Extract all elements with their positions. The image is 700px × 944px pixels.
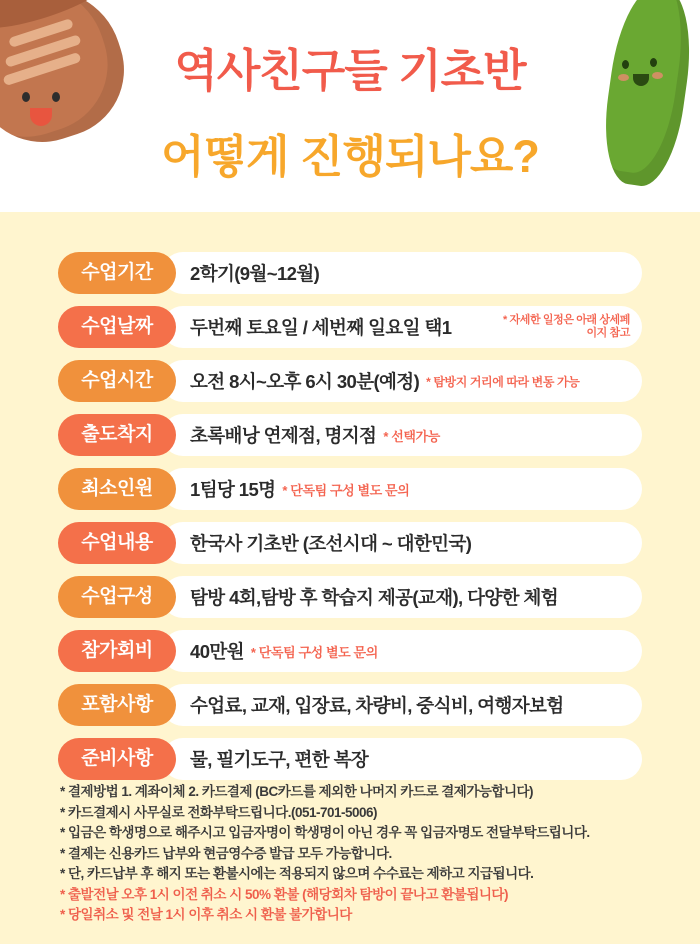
row-note: * 선택가능 — [383, 428, 440, 444]
row-label: 준비사항 — [58, 738, 176, 780]
row-value-container — [162, 468, 642, 510]
footnote-line: * 당일취소 및 전날 1시 이후 취소 시 환불 불가합니다 — [60, 907, 352, 922]
table-row — [58, 252, 642, 294]
row-value: 수업료, 교재, 입장료, 차량비, 중식비, 여행자보험 — [190, 695, 564, 716]
row-value: 오전 8시~오후 6시 30분(예정) — [190, 371, 420, 392]
row-value: 2학기(9월~12월) — [190, 263, 320, 284]
table-row — [58, 522, 642, 564]
row-value: 한국사 기초반 (조선시대 ~ 대한민국) — [190, 533, 472, 554]
table-row — [58, 738, 642, 780]
row-value-container — [162, 738, 642, 780]
footnote-line: * 입금은 학생명으로 해주시고 입금자명이 학생명이 아닌 경우 꼭 입금자명도 전달부탁드립니다. — [60, 825, 590, 840]
row-value-container — [162, 360, 642, 402]
footnote-line: * 결제는 신용카드 납부와 현금영수증 발급 모두 가능합니다. — [60, 845, 392, 861]
row-label: 포함사항 — [58, 684, 176, 726]
row-value: 탐방 4회,탐방 후 학습지 제공(교재), 다양한 체험 — [190, 587, 559, 608]
table-row — [58, 468, 642, 510]
row-value-container — [162, 522, 642, 564]
table-row — [58, 630, 642, 672]
row-value-container — [162, 414, 642, 456]
table-row — [58, 360, 642, 402]
row-value: 1팀당 15명 — [190, 479, 276, 500]
row-value-container — [162, 630, 642, 672]
row-value-container — [162, 684, 642, 726]
poster-header — [0, 0, 700, 212]
row-label: 수업내용 — [58, 522, 176, 564]
row-value-container — [162, 252, 642, 294]
row-value: 초록배낭 연제점, 명지점 — [190, 425, 377, 446]
table-row — [58, 414, 642, 456]
footnote-list — [60, 782, 660, 926]
table-row — [58, 576, 642, 618]
row-value: 물, 필기도구, 편한 복장 — [190, 749, 369, 770]
row-label: 수업구성 — [58, 576, 176, 618]
row-label: 최소인원 — [58, 468, 176, 510]
row-note: * 단독팀 구성 별도 문의 — [282, 482, 410, 498]
row-value-container — [162, 306, 642, 348]
row-value-container — [162, 576, 642, 618]
row-label: 수업시간 — [58, 360, 176, 402]
footnote-line: * 출발전날 오후 1시 이전 취소 시 50% 환불 (해당회차 탐방이 끝나고 환불됩니다) — [60, 886, 508, 902]
row-label: 참가회비 — [58, 630, 176, 672]
row-note: * 단독팀 구성 별도 문의 — [250, 644, 378, 660]
row-label: 수업기간 — [58, 252, 176, 294]
footnote-line: * 결제방법 1. 계좌이체 2. 카드결제 (BC카드를 제외한 나머지 카드로 결제가능합니다) — [60, 784, 534, 799]
row-label: 수업날짜 — [58, 306, 176, 348]
row-note: * 탐방지 거리에 따라 변동 가능 — [426, 374, 580, 389]
table-row — [58, 306, 642, 348]
page-title: 역사친구들 기초반 — [174, 45, 526, 96]
footnote-line: * 단, 카드납부 후 해지 또는 환불시에는 적용되지 않으며 수수료는 제하고 지급됩니다. — [60, 866, 534, 881]
footnote-line: * 카드결제시 사무실로 전화부탁드립니다.(051-701-5006) — [60, 804, 378, 820]
row-value: 두번째 토요일 / 세번째 일요일 택1 — [190, 317, 452, 338]
row-note: * 자세한 일정은 아래 상세페이지 참고 — [503, 314, 630, 339]
row-label: 출도착지 — [58, 414, 176, 456]
page-subtitle: 어떻게 진행되나요? — [161, 131, 539, 182]
table-row — [58, 684, 642, 726]
info-table — [0, 252, 700, 792]
row-value: 40만원 — [190, 641, 244, 662]
